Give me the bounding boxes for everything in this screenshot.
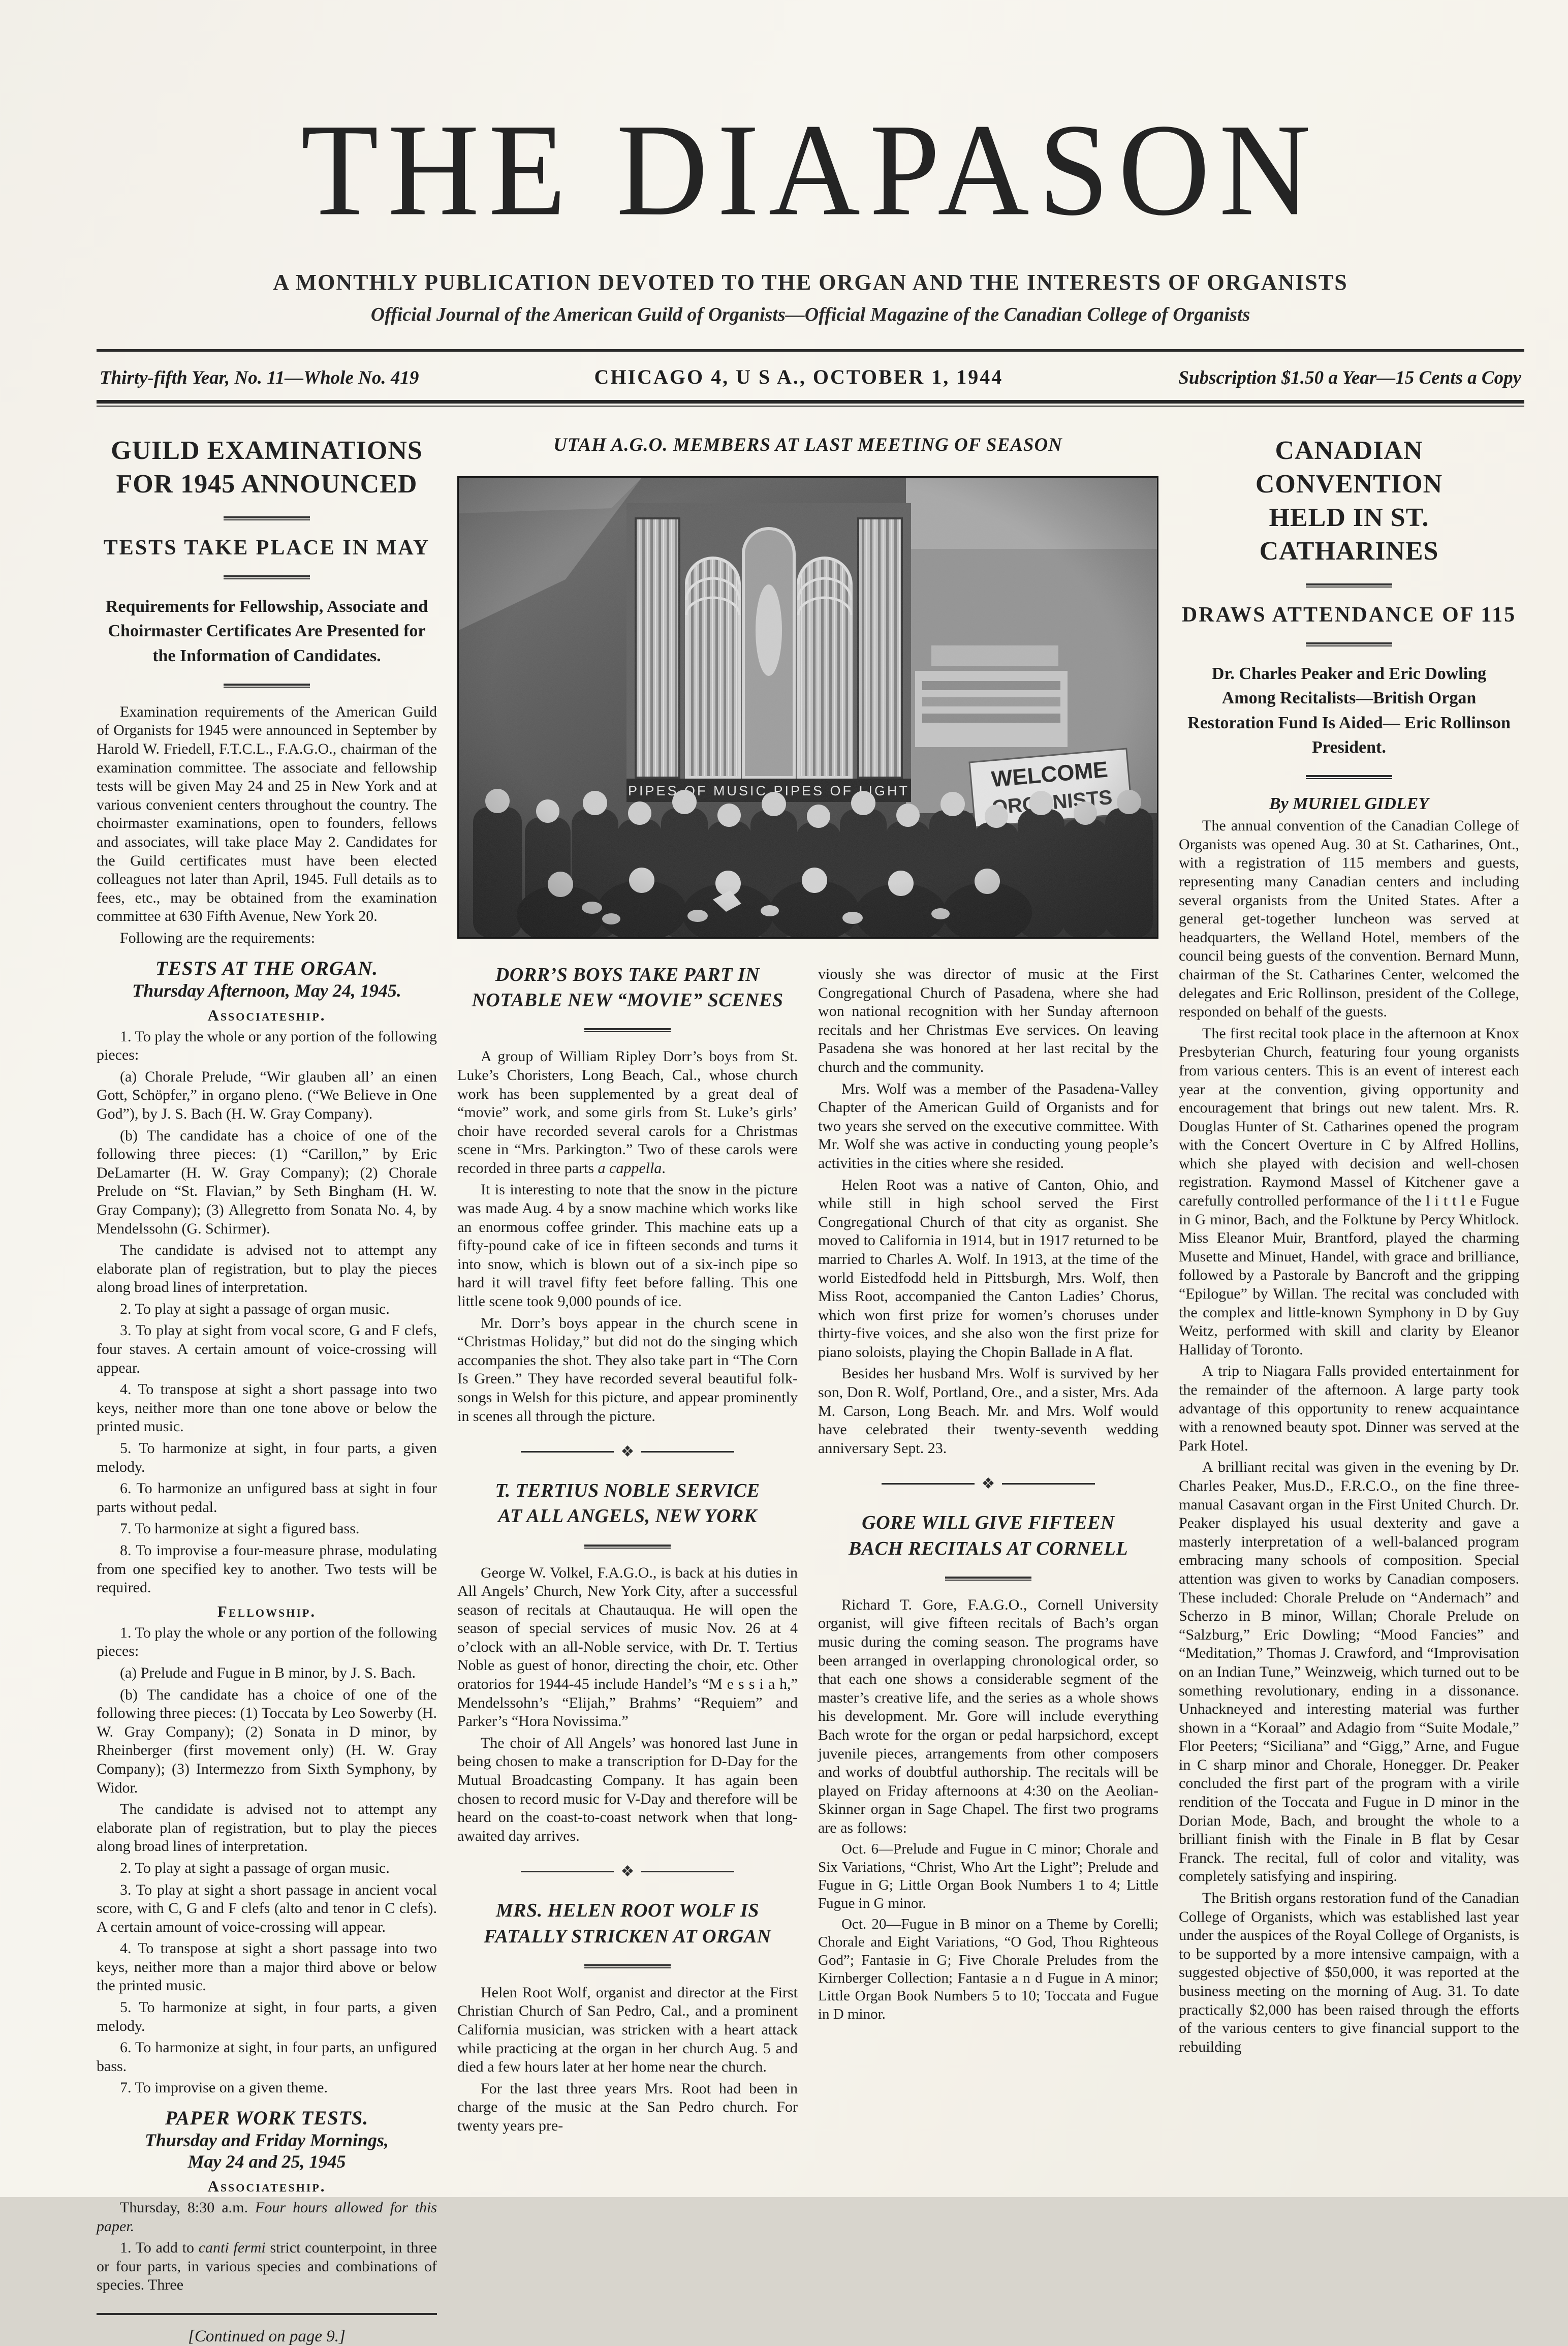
paragraph: The candidate is advised not to attempt any elaborate plan of registration, but to play the pieces along broad lines of interpretation. bbox=[97, 1801, 437, 1855]
continued-note bbox=[97, 2313, 437, 2346]
divider-rule bbox=[224, 516, 310, 520]
paragraph: For the last three years Mrs. Root had been in charge of the music at the San Pedro church. For twenty years pre- bbox=[457, 2080, 798, 2134]
paragraph: Helen Root was a native of Canton, Ohio, and while still in high school served the First Congregational Church of that city as organist. She moved to California in 1914, but in 1917 returned to be married to Charles A. Wolf. In 1913, at the time of the world Eistedfodd held in Pittsburgh, Mrs. Wolf, then Miss Root, accompanied the Canton Ladies’ Chorus, which won first prize for women’s choruses under thirty-five voices, and she also won the first prize for piano soloists, playing the Chopin Ballade in A flat. bbox=[818, 1176, 1158, 1361]
masthead bbox=[97, 97, 1524, 407]
section-label: Fellowship. bbox=[217, 1602, 317, 1620]
article-headline: T. TERTIUS NOBLE SERVICE AT ALL ANGELS, NEW YORK bbox=[495, 1480, 760, 1527]
paragraph: The annual convention of the Canadian College of Organists was opened Aug. 30 at St. Catharines, Ont., with a registration of 115 members and guests, representing many Canadian centers and including several organists from the United States. After a general get-together luncheon was served at headquarters, the Welland Hotel, members of the council being guests of the convention. Bernard Munn, chairman of the St. Catharines Center, welcomed the delegates and Eric Rollinson, president of the College, responded on behalf of the guests. bbox=[1179, 817, 1519, 1021]
issue-number: Thirty-fifth Year, No. 11—Whole No. 419 bbox=[100, 367, 419, 388]
paragraph: 7. To harmonize at sight a figured bass. bbox=[120, 1520, 360, 1537]
program-listing: Oct. 20—Fugue in B minor on a Theme by Corelli; Chorale and Eight Variations, “O God, Thou Righteous God”; Fantasie in G; Five Chorale Preludes from the Kirnberger Collection; Fantasie a n d Fugue in A minor; Little Organ Book Numbers 5 to 10; Toccata and Fugue in D minor. bbox=[818, 1916, 1158, 2022]
diamond-icon: ❖ bbox=[620, 1443, 635, 1461]
dateline-rule bbox=[97, 400, 1524, 407]
column-wolf-continuation bbox=[818, 962, 1158, 2135]
divider-rule bbox=[224, 684, 310, 688]
masthead-journal-line: Official Journal of the American Guild of Organists—Official Magazine of the Canadian College of Organists bbox=[370, 304, 1250, 325]
italic-heading: PAPER WORK TESTS. bbox=[165, 2107, 369, 2129]
column-dorrs-boys bbox=[457, 962, 798, 2135]
paragraph: 5. To harmonize at sight, in four parts, a given melody. bbox=[97, 1440, 437, 1475]
paragraph: George W. Volkel, F.A.G.O., is back at his duties in All Angels’ Church, New York City, after a successful season of recitals at Chautauqua. He will open the season of special services of music Nov. 26 at 4 o’clock with an all-Noble service, with Dr. T. Tertius Noble as guest of honor, directing the choir, etc. Other oratorios for 1944-45 include Handel’s “M e s s i a h,” Mendelssohn’s “Elijah,” Brahms’ “Requiem” and Parker’s “Hora Novissima.” bbox=[457, 1564, 798, 1730]
continued-text: [Continued on page 9.] bbox=[188, 2327, 346, 2346]
convention-photo bbox=[457, 476, 1158, 939]
paragraph: 1. To add to canti fermi strict counterpoint, in three or four parts, in various species and combinations of species. Three bbox=[97, 2239, 437, 2294]
article-headline: CANADIAN CONVENTION HELD IN ST. CATHARINES bbox=[1255, 436, 1443, 566]
italic-subheading: Thursday Afternoon, May 24, 1945. bbox=[132, 980, 401, 1001]
column-canadian-convention bbox=[1179, 434, 1519, 2346]
dateline bbox=[97, 352, 1524, 400]
section-label: Associateship. bbox=[207, 1006, 326, 1024]
article-headline: GUILD EXAMINATIONS FOR 1945 ANNOUNCED bbox=[111, 436, 423, 499]
divider-rule bbox=[945, 1577, 1031, 1581]
section-divider bbox=[882, 1475, 1095, 1493]
paragraph: viously she was director of music at the First Congregational Church of Pasadena, where she had won national recognition with her Sunday afternoon recitals and her Christmas Eve services. On leaving Pasadena she was honored at her last recital by the church and the community. bbox=[818, 966, 1158, 1075]
divider-line bbox=[521, 1871, 614, 1872]
article-headline: DORR’S BOYS TAKE PART IN NOTABLE NEW “MOVIE” SCENES bbox=[472, 964, 783, 1011]
program-listing: Oct. 6—Prelude and Fugue in C minor; Chorale and Six Variations, “Christ, Who Art the Light”; Prelude and Fugue in G; Little Organ Book Numbers 1 to 4; Little Fugue in G minor. bbox=[818, 1841, 1158, 1911]
paragraph: 5. To harmonize at sight, in four parts, a given melody. bbox=[97, 1999, 437, 2034]
paragraph: Richard T. Gore, F.A.G.O., Cornell University organist, will give fifteen recitals of Bach’s organ music during the coming season. The programs have been arranged in overlapping chronological order, so that each one shows a considerable segment of the master’s creative life, and the series as a whole shows his development. Mr. Gore will include everything Bach wrote for the organ or pedal harpsichord, except juvenile pieces, arrangements from other composers and works of doubtful authorship. The recitals will be played on Friday afternoons at 4:30 on the Aeolian-Skinner organ in Sage Chapel. The first two programs are as follows: bbox=[818, 1596, 1158, 1836]
column-guild-examinations bbox=[97, 434, 437, 2346]
divider-line bbox=[641, 1451, 734, 1453]
divider-rule bbox=[1306, 775, 1392, 779]
paragraph: 4. To transpose at sight a short passage into two keys, neither more than a major third above or below the printed music. bbox=[97, 1940, 437, 1994]
page-columns bbox=[97, 434, 1524, 2346]
paragraph: (b) The candidate has a choice of one of the following three pieces: (1) Toccata by Leo Sowerby (H. W. Gray Company); (2) Sonata in D minor, by Rheinberger (first movement only) (H. W. Gray Company); (3) Intermezzo from Sixth Symphony, by Widor. bbox=[97, 1686, 437, 1796]
city-date: CHICAGO 4, U S A., OCTOBER 1, 1944 bbox=[594, 365, 1003, 388]
column-middle-pair bbox=[457, 434, 1158, 2346]
subscription-price: Subscription $1.50 a Year—15 Cents a Copy bbox=[1178, 367, 1521, 388]
italic-subheading: Thursday and Friday Mornings, bbox=[144, 2130, 389, 2151]
divider-rule bbox=[224, 575, 310, 579]
paragraph: Following are the requirements: bbox=[120, 929, 316, 946]
paragraph: Thursday, 8:30 a.m. Four hours allowed for this paper. bbox=[97, 2199, 437, 2235]
paragraph: Mr. Dorr’s boys appear in the church scene in “Christmas Holiday,” but did not do the singing which accompanies the shot. They also take part in “The Corn Is Green.” They have recorded several beautiful folk-songs in Welsh for this picture, and appear prominently in scenes all through the picture. bbox=[457, 1314, 798, 1425]
divider-line bbox=[641, 1871, 734, 1872]
paragraph: Besides her husband Mrs. Wolf is survived by her son, Don R. Wolf, Portland, Ore., and a sister, Mrs. Ada M. Carson, Long Beach. Mr. and Mrs. Wolf would have celebrated their twenty-seventh wedding anniversary Sept. 23. bbox=[818, 1365, 1158, 1457]
paragraph: Mrs. Wolf was a member of the Pasadena-Valley Chapter of the American Guild of Organists and for two years she served on the executive committee. With Mr. Wolf she was active in conducting young people’s activities in the cities where she resided. bbox=[818, 1080, 1158, 1171]
paragraph: 6. To harmonize at sight, in four parts, an unfigured bass. bbox=[97, 2039, 437, 2075]
paragraph: (b) The candidate has a choice of one of the following three pieces: (1) “Carillon,” by Eric DeLamarter (H. W. Gray Company); (2) Chorale Prelude on “St. Flavian,” by Seth Bingham (H. W. Gray Company); (3) Allegretto from Sonata No. 4, by Mendelssohn (G. Schirmer). bbox=[97, 1127, 437, 1237]
italic-subheading: May 24 and 25, 1945 bbox=[187, 2151, 346, 2172]
diamond-icon: ❖ bbox=[620, 1863, 635, 1880]
article-subhead: TESTS TAKE PLACE IN MAY bbox=[103, 536, 430, 560]
paragraph: Examination requirements of the American Guild of Organists for 1945 were announced in September by Harold W. Friedell, F.T.C.L., F.A.G.O., chairman of the examination committee. The associate and fellowship tests will be given May 24 and 25 in New York and at various convenient centers throughout the country. The choirmaster examinations, open to founders, fellows and associates, will take place May 2. Candidates for the Guild certificates must have been elected colleagues not later than April, 1945. Full details as to fees, etc., may be obtained from the examination committee at 630 Fifth Avenue, New York 20. bbox=[97, 703, 437, 925]
paragraph: 3. To play at sight from vocal score, G and F clefs, four staves. A certain amount of voice-crossing will appear. bbox=[97, 1322, 437, 1376]
paragraph: The British organs restoration fund of the Canadian College of Organists, which was established last year under the auspices of the Royal College of Organists, is to be supported by a more intensive campaign, with a suggested objective of $50,000, it was reported at the business meeting on the morning of Aug. 31. To date practically $2,000 has been raised through the efforts of the various centers to give financial support to the rebuilding bbox=[1179, 1890, 1519, 2055]
photo-caption: UTAH A.G.O. MEMBERS AT LAST MEETING OF SEASON bbox=[553, 435, 1062, 455]
divider-rule bbox=[584, 1964, 671, 1968]
paragraph: A brilliant recital was given in the evening by Dr. Charles Peaker, Mus.D., F.R.C.O., on the fine three-manual Casavant organ in the First United Church. Dr. Peaker displayed his usual dexterity and gave a masterly interpretation of a well-balanced program embracing many schools of composition. Special attention was given to works by Canadian composers. These included: Chorale Prelude on “Andernach” and Scherzo in B minor, Willan; Chorale Prelude on “Salzburg,” Eric Dowling; “Mood Fancies” and “Meditation,” Thomas J. Crawford, and “Improvisation on an Indian Tune,” Weinzweig, which turned out to be something revolutionary, ending in a dissonance. Unhackneyed and interesting material was further shown in a “Koraal” and Adagio from “Suite Modale,” Flor Peeters; “Siciliana” and “Gigg,” Arne, and Fugue in C sharp minor and Chorale, Honegger. Dr. Peaker concluded the first part of the program with a virile rendition of the Toccata and Fugue in D minor in the Dorian Mode, Bach, and brought the whole to a brilliant finish with the Finale in B flat by Cesar Franck. The recital, full of color and vitality, was completely satisfying and inspiring. bbox=[1179, 1459, 1519, 1885]
section-label: Associateship. bbox=[207, 2177, 326, 2196]
paragraph: 7. To improvise on a given theme. bbox=[120, 2079, 328, 2096]
paragraph: 1. To play the whole or any portion of the following pieces: bbox=[97, 1624, 437, 1660]
article-deck: Requirements for Fellowship, Associate and Choirmaster Certificates Are Presented for the Information of Candidates. bbox=[105, 597, 428, 665]
article-subhead: DRAWS ATTENDANCE OF 115 bbox=[1181, 603, 1517, 627]
diamond-icon: ❖ bbox=[981, 1475, 995, 1493]
article-headline: MRS. HELEN ROOT WOLF IS FATALLY STRICKEN AT ORGAN bbox=[484, 1900, 771, 1947]
photo-illustration bbox=[459, 478, 1157, 937]
italic-heading: TESTS AT THE ORGAN. bbox=[155, 957, 378, 979]
section-divider bbox=[521, 1863, 734, 1880]
divider-rule bbox=[584, 1028, 671, 1032]
paragraph: 3. To play at sight a short passage in ancient vocal score, with C, G and F clefs (alto and tenor in C clefs). A certain amount of voice-crossing will appear. bbox=[97, 1881, 437, 1935]
paragraph: 8. To improvise a four-measure phrase, modulating from one specified key to another. Two tests will be required. bbox=[97, 1542, 437, 1596]
divider-line bbox=[1002, 1483, 1095, 1485]
paragraph: 1. To play the whole or any portion of the following pieces: bbox=[97, 1028, 437, 1064]
paragraph: The choir of All Angels’ was honored last June in being chosen to make a transcription for D-Day for the Mutual Broadcasting Company. It has again been chosen to record music for V-Day and therefore will be heard on the coast-to-coast network when that long-awaited day arrives. bbox=[457, 1734, 798, 1844]
byline: By MURIEL GIDLEY bbox=[1269, 794, 1429, 814]
paragraph: 2. To play at sight a passage of organ music. bbox=[120, 1300, 390, 1317]
masthead-subtitle: A MONTHLY PUBLICATION DEVOTED TO THE ORGAN AND THE INTERESTS OF ORGANISTS bbox=[273, 270, 1348, 295]
divider-rule bbox=[584, 1545, 671, 1549]
section-divider bbox=[521, 1443, 734, 1461]
paragraph: (a) Chorale Prelude, “Wir glauben all’ an einen Gott, Schöpfer,” in organo pleno. (“We Believe in One God”), by J. S. Bach (H. W. Gray Company). bbox=[97, 1068, 437, 1122]
paragraph: A group of William Ripley Dorr’s boys from St. Luke’s Choristers, Long Beach, Cal., whose church work has been supplemented by a great deal of “movie” work, and some girls from St. Luke’s girls’ choir have recorded several carols for a Christmas scene in “Mrs. Parkington.” Two of these carols were recorded in three parts a cappella. bbox=[457, 1048, 798, 1177]
divider-line bbox=[882, 1483, 975, 1485]
divider-line bbox=[521, 1451, 614, 1453]
paragraph: (a) Prelude and Fugue in B minor, by J. S. Bach. bbox=[120, 1664, 416, 1681]
paragraph: 4. To transpose at sight a short passage into two keys, neither more than one tone above or below the printed music. bbox=[97, 1381, 437, 1435]
article-deck: Dr. Charles Peaker and Eric Dowling Among Recitalists—British Organ Restoration Fund Is Aided— Eric Rollinson President. bbox=[1187, 664, 1511, 757]
paragraph: The candidate is advised not to attempt any elaborate plan of registration, but to play the pieces along broad lines of interpretation. bbox=[97, 1242, 437, 1296]
paragraph: Helen Root Wolf, organist and director at the First Christian Church of San Pedro, Cal., and a prominent California musician, was stricken with a heart attack while practicing at the organ in her church Aug. 5 and died a few hours later at her home near the church. bbox=[457, 1984, 798, 2076]
article-headline: GORE WILL GIVE FIFTEEN BACH RECITALS AT CORNELL bbox=[848, 1512, 1128, 1559]
paragraph: It is interesting to note that the snow in the picture was made Aug. 4 by a snow machine which works like an enormous coffee grinder. This machine eats up a fifty-pound cake of ice in fifteen seconds and turns it into snow, which is blown out of a six-inch pipe so hard it will travel fifty feet before falling. This one little scene took 9,000 pounds of ice. bbox=[457, 1181, 798, 1310]
divider-rule bbox=[1306, 583, 1392, 588]
paragraph: 2. To play at sight a passage of organ music. bbox=[120, 1859, 390, 1876]
paragraph: A trip to Niagara Falls provided entertainment for the remainder of the afternoon. A large party took advantage of this opportunity to renew acquaintance with a renowned beauty spot. Dinner was served at the Park Hotel. bbox=[1179, 1363, 1519, 1454]
divider-rule bbox=[1306, 642, 1392, 646]
paragraph: The first recital took place in the afternoon at Knox Presbyterian Church, featuring four young organists from various centers. This is an event of interest each year at the convention, giving opportunity and encouragement that brings out new talent. Mrs. R. Douglas Hunter of St. Catharines opened the program with the Concert Overture in C by Alfred Hollins, which she played with decision and well-chosen registration. Raymond Massel of Kitchener gave a carefully controlled performance of the l i t t l e Fugue in G minor, Bach, and the Folktune by Percy Whitlock. Miss Eleanor Muir, Brantford, played the charming Musette and Minuet, Handel, with grace and brilliance, followed by a Pastorale by Bancroft and the gripping “Epilogue” by Willan. The recital was concluded with the complex and little-known Symphony in D by Guy Weitz, performed with skill and clarity by Eleanor Halliday of Toronto. bbox=[1179, 1025, 1519, 1358]
publication-title: THE DIAPASON bbox=[301, 97, 1320, 243]
paragraph: 6. To harmonize an unfigured bass at sight in four parts without pedal. bbox=[97, 1480, 437, 1516]
